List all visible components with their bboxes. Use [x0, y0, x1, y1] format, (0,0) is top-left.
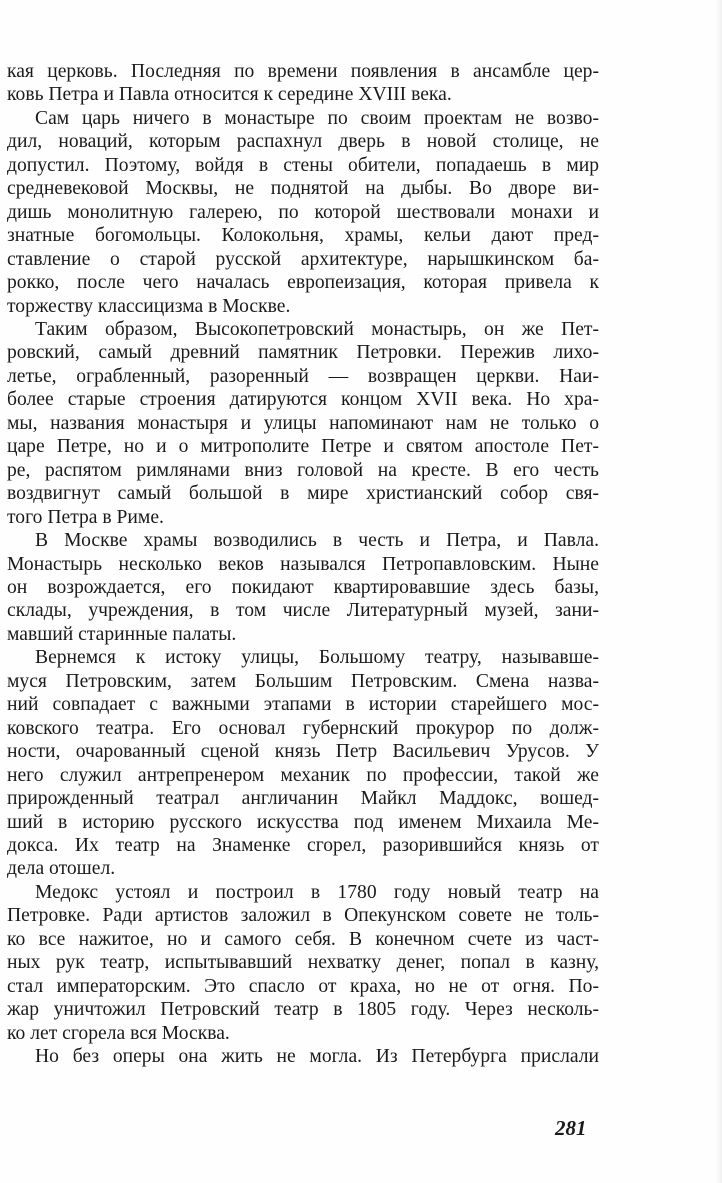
text-line: ковь Петра и Павла относится к середине XVIII века.	[7, 84, 452, 106]
text-line: дишь монолитную галерею, по которой шествовали монахи и	[7, 201, 599, 223]
text-line: Вернемся к истоку улицы, Большому театру, называвше-	[35, 647, 599, 669]
text-line: прирожденный театрал англичанин Майкл Маддокс, вошед-	[7, 788, 599, 810]
text-line: склады, учреждения, в том числе Литературный музей, зани-	[7, 600, 599, 622]
text-line: того Петра в Риме.	[7, 506, 164, 528]
page-edge-shadow	[716, 0, 722, 1183]
text-line: допустил. Поэтому, войдя в стены обители, попадаешь в мир	[7, 154, 599, 176]
text-line: Сам царь ничего в монастыре по своим проектам не возво-	[35, 107, 599, 129]
paragraph	[7, 1045, 599, 1068]
text-line: кая церковь. Последняя по времени появления в ансамбле цер-	[7, 61, 599, 82]
text-line: средневековой Москвы, не поднятой на дыбы. Во дворе ви-	[7, 178, 599, 200]
paragraph	[7, 107, 599, 318]
text-line: знатные богомольцы. Колокольня, храмы, кельи дают пред-	[7, 225, 599, 247]
paragraph	[7, 529, 599, 646]
text-line: мы, названия монастыря и улицы напоминают нам не только о	[7, 412, 599, 434]
text-line: жар уничтожил Петровский театр в 1805 году. Через несколь-	[7, 999, 599, 1021]
text-line: царе Петре, но и о митрополите Петре и святом апостоле Пет-	[7, 436, 599, 458]
text-line: Но без оперы она жить не могла. Из Петербурга прислали	[35, 1046, 599, 1068]
text-line: дела отошел.	[7, 858, 116, 880]
text-line: ний совпадает с важными этапами в истории старейшего мос-	[7, 694, 599, 716]
text-line: мавший старинные палаты.	[7, 623, 237, 645]
text-line: ре, распятом римлянами вниз головой на кресте. В его честь	[7, 459, 599, 481]
text-line: рокко, после чего началась европеизация, которая привела к	[7, 272, 599, 294]
text-line: докса. Их театр на Знаменке сгорел, разорившийся князь от	[7, 834, 599, 856]
text-line: ковского театра. Его основал губернский прокурор по долж-	[7, 717, 599, 739]
text-line: стал императорским. Это спасло от краха, но не от огня. По-	[7, 975, 599, 997]
paragraph	[7, 881, 599, 1045]
text-line: воздвигнут самый большой в мире христианский собор свя-	[7, 483, 599, 505]
paragraph	[7, 60, 599, 107]
text-line: торжеству классицизма в Москве.	[7, 295, 291, 317]
text-line: Медокс устоял и построил в 1780 году новый театр на	[35, 881, 599, 903]
text-line: ший в историю русского искусства под именем Михаила Ме-	[7, 811, 599, 833]
text-line: Петровке. Ради артистов заложил в Опекунском совете не толь-	[7, 905, 599, 927]
paragraph	[7, 318, 599, 529]
text-line: ровский, самый древний памятник Петровки. Пережив лихо-	[7, 342, 599, 364]
text-line: ности, очарованный сценой князь Петр Васильевич Урусов. У	[7, 741, 599, 763]
text-line: Монастырь несколько веков назывался Петропавловским. Ныне	[7, 553, 599, 575]
text-line: ных рук театр, испытывавший нехватку денег, попал в казну,	[7, 952, 599, 974]
page-number: 281	[555, 1116, 587, 1140]
paragraph	[7, 646, 599, 881]
text-line: Таким образом, Высокопетровский монастырь, он же Пет-	[35, 318, 599, 340]
text-line: он возрождается, его покидают квартировавшие здесь базы,	[7, 576, 599, 598]
text-line: муся Петровским, затем Большим Петровским. Смена назва-	[7, 670, 599, 692]
text-line: ставление о старой русской архитектуре, нарышкинском ба-	[7, 248, 599, 270]
text-line: более старые строения датируются концом XVII века. Но хра-	[7, 389, 599, 411]
text-line: дил, новаций, которым распахнул дверь в новой столице, не	[7, 131, 599, 153]
body-text	[7, 60, 599, 1068]
text-line: ко все нажитое, но и самого себя. В конечном счете из част-	[7, 928, 599, 950]
text-line: ко лет сгорела вся Москва.	[7, 1022, 230, 1044]
text-line: В Москве храмы возводились в честь и Петра, и Павла.	[35, 530, 599, 552]
text-line: летье, ограбленный, разоренный — возвращен церкви. Наи-	[7, 365, 599, 387]
text-line: него служил антрепренером механик по профессии, такой же	[7, 764, 599, 786]
